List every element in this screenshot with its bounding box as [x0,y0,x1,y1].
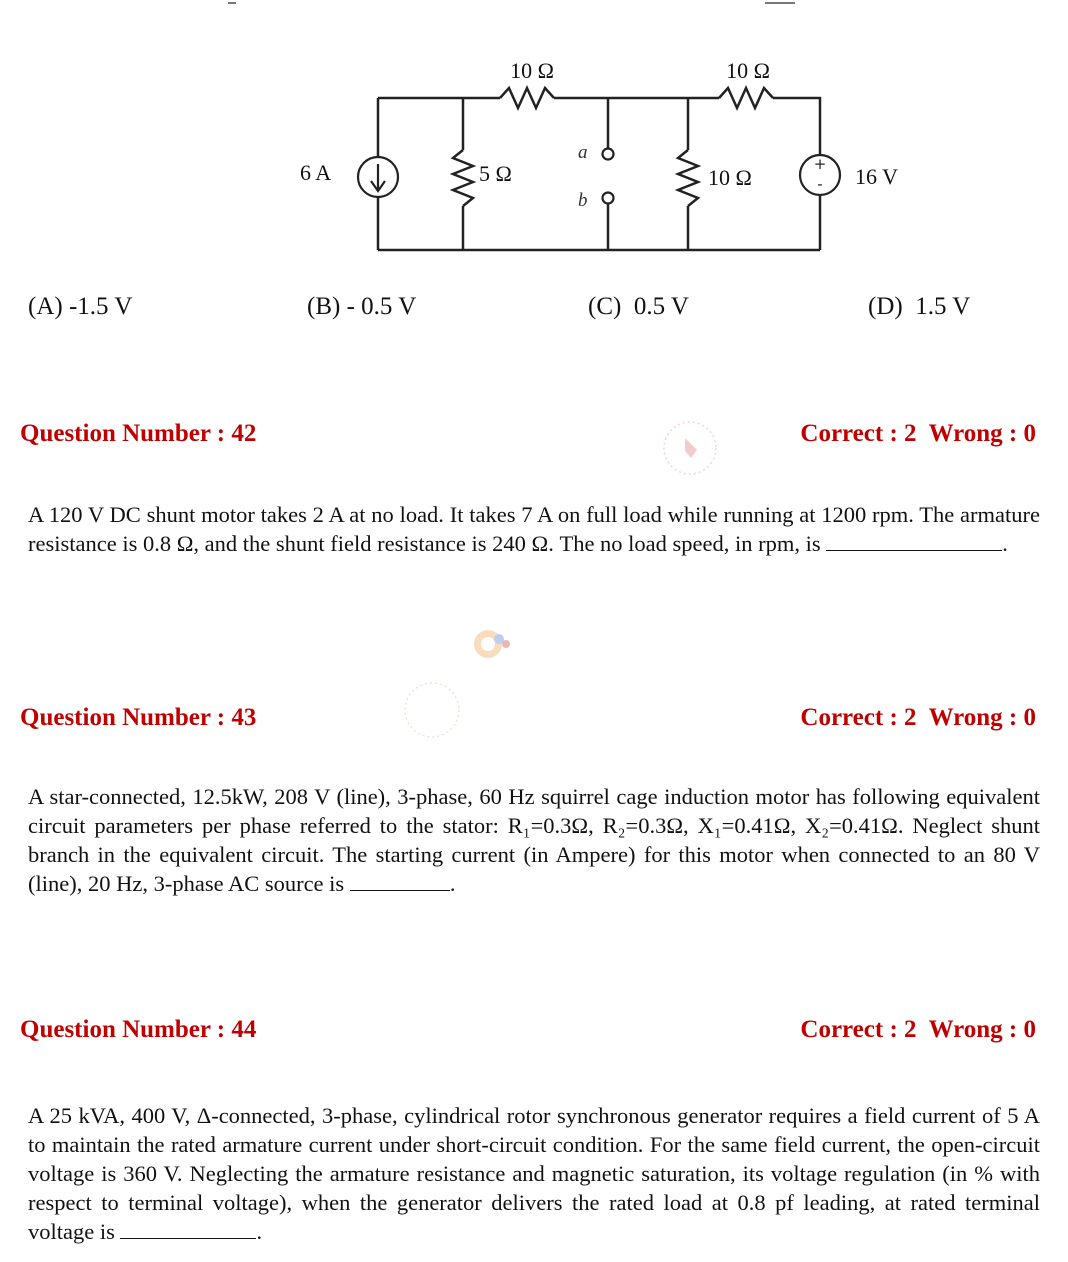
question-44-score: Correct : 2 Wrong : 0 [800,1016,1036,1043]
option-c: (C) 0.5 V [588,293,689,320]
r-shunt-left-label: 5 Ω [479,161,512,186]
question-43-score: Correct : 2 Wrong : 0 [800,704,1036,731]
source-voltage-label: 16 V [855,164,898,189]
question-43-text: A star-connected, 12.5kW, 208 V (line), 3-phase, 60 Hz squirrel cage induction motor has following equivalent circuit parameters per phase referred to the stator: R₁=0.3Ω, R₂=0.3Ω, X₁=0.41Ω, X₂=0.41Ω. Neglect shunt branch in the equivalent circuit. The starting current (in Ampere) for this motor when connected to an 80 V (line), 20 Hz, 3-phase AC source is . [28,784,1040,896]
answer-blank [120,1218,256,1239]
r-top-right-label: 10 Ω [726,58,770,83]
answer-blank [350,870,450,891]
option-b: (B) - 0.5 V [307,293,417,320]
question-43-header: Question Number : 43 [20,704,257,731]
watermark-seal-icon [655,418,725,478]
r-top-left-label: 10 Ω [510,58,554,83]
question-42-text: A 120 V DC shunt motor takes 2 A at no load. It takes 7 A on full load while running at 1200 rpm. The armature resistance is 0.8 Ω, and the shunt field resistance is 240 Ω. The no load speed, in rpm, is . [28,502,1040,556]
terminal-a-icon [603,149,614,160]
question-42-header: Question Number : 42 [20,420,257,447]
option-a: (A) -1.5 V [28,293,133,320]
question-42-score: Correct : 2 Wrong : 0 [800,420,1036,447]
question-44-header: Question Number : 44 [20,1016,257,1043]
svg-text:+: + [813,155,827,173]
node-b-label: b [578,190,588,211]
watermark-logo-icon [468,622,516,670]
question-43-body: A star-connected, 12.5kW, 208 V (line), 3-phase, 60 Hz squirrel cage induction motor has following equivalent circuit parameters per phase referred to the stator: R₁=0.3Ω, R₂=0.3Ω, X₁=0.41Ω, X₂=0.41Ω. Neglect shunt branch in the equivalent circuit. The starting current (in Ampere) for this motor when connected to an 80 V (line), 20 Hz, 3-phase AC source is [28,784,1040,896]
question-42-body: A 120 V DC shunt motor takes 2 A at no load. It takes 7 A on full load while running at 1200 rpm. The armature resistance is 0.8 Ω, and the shunt field resistance is 240 Ω. The no load speed, in rpm, is [28,502,1040,556]
svg-text:-: - [817,175,823,193]
node-a-label: a [578,142,588,163]
source-current-label: 6 A [300,160,332,185]
question-44-body: A 25 kVA, 400 V, Δ-connected, 3-phase, cylindrical rotor synchronous generator requires a field current of 5 A to maintain the rated armature current under short-circuit condition. For the same field current, the open-circuit voltage is 360 V. Neglecting the armature resistance and magnetic saturation, its voltage regulation (in % with respect to terminal voltage), when the generator delivers the rated load at 0.8 pf leading, at rated terminal voltage is [28,1103,1040,1244]
option-d: (D) 1.5 V [868,293,971,320]
watermark-circle-icon [398,680,466,740]
cropped-top-line [0,0,1068,6]
circuit-diagram [290,50,910,265]
answer-blank [826,530,1002,551]
terminal-b-icon [603,193,614,204]
question-44-text: A 25 kVA, 400 V, Δ-connected, 3-phase, cylindrical rotor synchronous generator requires a field current of 5 A to maintain the rated armature current under short-circuit condition. For the same field current, the open-circuit voltage is 360 V. Neglecting the armature resistance and magnetic saturation, its voltage regulation (in % with respect to terminal voltage), when the generator delivers the rated load at 0.8 pf leading, at rated terminal voltage is . [28,1103,1040,1244]
r-shunt-right-label: 10 Ω [708,165,752,190]
